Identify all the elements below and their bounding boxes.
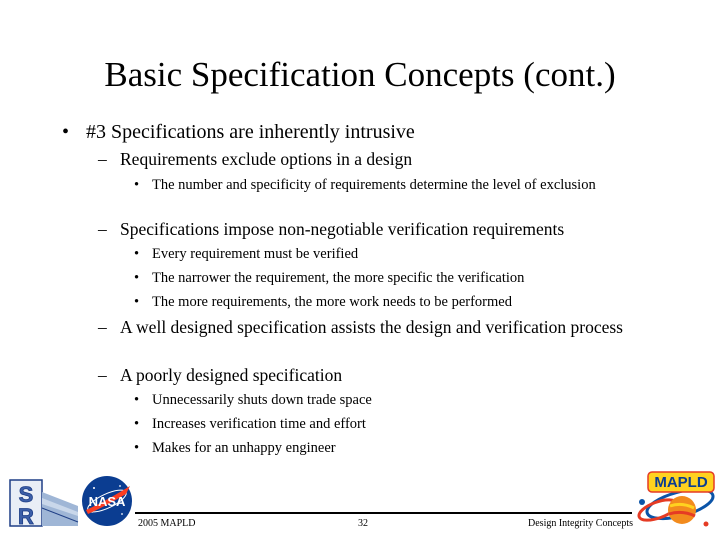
bullet-marker: • xyxy=(134,392,140,408)
bullet-text: Every requirement must be verified xyxy=(152,246,359,262)
nasa-logo xyxy=(80,474,134,528)
bullet-text: The number and specificity of requirements determine the level of exclusion xyxy=(152,177,596,193)
bullet-marker: • xyxy=(62,121,70,143)
bullet-text: Specifications impose non-negotiable verification requirements xyxy=(120,219,565,239)
bullet-marker: – xyxy=(98,219,107,239)
bullet-marker: • xyxy=(134,294,140,310)
footer-rule xyxy=(135,512,632,514)
bullet-marker: • xyxy=(134,416,140,432)
bullet-text: The narrower the requirement, the more specific the verification xyxy=(152,270,525,286)
bullet-level3-0 xyxy=(134,245,634,263)
svr-logo-letter-top: S xyxy=(18,482,34,507)
bullet-level2-1 xyxy=(98,218,643,240)
bullet-level1-0 xyxy=(62,120,415,144)
footer-page-number: 32 xyxy=(358,518,368,529)
mapld-logo xyxy=(628,466,718,534)
footer-left-text: 2005 MAPLD xyxy=(138,518,196,529)
bullet-text: Increases verification time and effort xyxy=(152,416,366,432)
footer-right-text: Design Integrity Concepts xyxy=(528,518,633,529)
bullet-marker: • xyxy=(134,440,140,456)
bullet-level3-1 xyxy=(134,269,634,287)
bullet-marker: • xyxy=(134,246,140,262)
bullet-text: Requirements exclude options in a design xyxy=(120,149,413,169)
bullet-level2-3 xyxy=(98,364,643,386)
bullet-text: A poorly designed specification xyxy=(120,365,343,385)
svr-logo-letter-bottom: R xyxy=(18,504,34,528)
bullet-marker: • xyxy=(134,270,140,286)
bullet-marker: – xyxy=(98,317,107,337)
bullet-level2-0 xyxy=(98,148,643,170)
bullet-level3-2 xyxy=(134,439,634,457)
bullet-level2-2 xyxy=(98,316,643,338)
nasa-logo-text: NASA xyxy=(88,494,126,509)
bullet-level3-1 xyxy=(134,415,634,433)
bullet-text: #3 Specifications are inherently intrusive xyxy=(86,121,415,143)
bullet-text: Unnecessarily shuts down trade space xyxy=(152,392,372,408)
bullet-level3-0 xyxy=(134,176,634,194)
bullet-text: A well designed specification assists the design and verification process xyxy=(120,317,623,337)
bullet-marker: – xyxy=(98,149,107,169)
bullet-marker: – xyxy=(98,365,107,385)
bullet-text: Makes for an unhappy engineer xyxy=(152,440,336,456)
bullet-text: The more requirements, the more work needs to be performed xyxy=(152,294,512,310)
svr-logo xyxy=(8,478,80,528)
slide-title: Basic Specification Concepts (cont.) xyxy=(104,55,616,94)
mapld-logo-text: MAPLD xyxy=(654,474,708,491)
bullet-marker: • xyxy=(134,177,140,193)
bullet-level3-2 xyxy=(134,293,634,311)
bullet-level3-0 xyxy=(134,391,634,409)
